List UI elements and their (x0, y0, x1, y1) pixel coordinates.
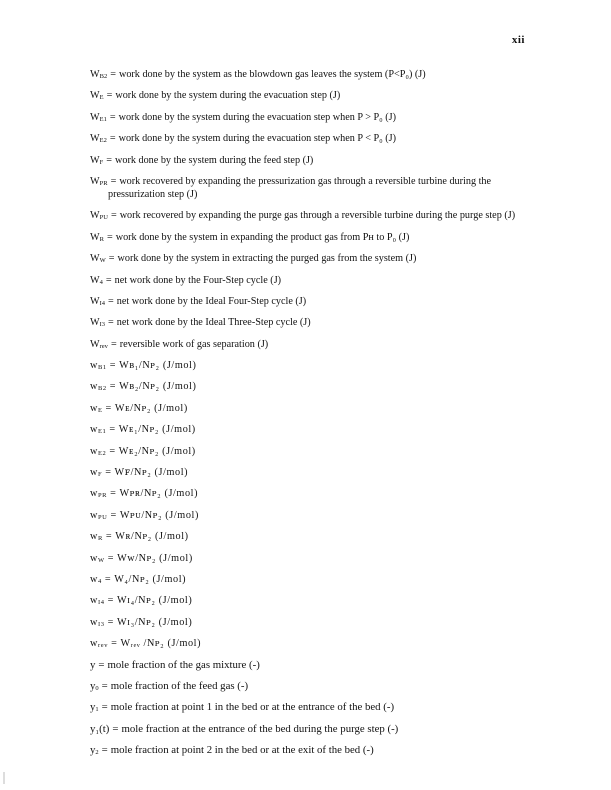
nomenclature-entry: $w_4$ = W₄/Nᴘ₂ (J/mol) (90, 573, 187, 585)
nomenclature-entry: $y_1$ = mole fraction at point 1 in the bed or at the entrance of the bed (-) (90, 701, 395, 714)
nomenclature-entry: $w_E$ = Wᴇ/Nᴘ₂ (J/mol) (90, 402, 188, 414)
nomenclature-entry: $w_{I3}$ = Wɪ₃/Nᴘ₂ (J/mol) (90, 616, 193, 628)
nomenclature-entry: $W_{rev}$ = reversible work of gas separation (J) (90, 338, 269, 350)
nomenclature-entry: $W_{I3}$ = net work done by the Ideal Three-Step cycle (J) (90, 317, 311, 329)
nomenclature-entry: y = mole fraction of the gas mixture (-) (90, 658, 260, 671)
nomenclature-entry: $W_{PU}$ = work recovered by expanding the purge gas through a reversible turbine during the purge step (J) (90, 210, 516, 222)
nomenclature-entry: $w_W$ = Wᴡ/Nᴘ₂ (J/mol) (90, 552, 193, 564)
nomenclature-entry: $W_R$ = work done by the system in expanding the product gas from Pʜ to P₀ (J) (90, 231, 410, 243)
nomenclature-entry: $W_{E2}$ = work done by the system during the evacuation step when P < P₀ (J) (90, 133, 397, 145)
nomenclature-entry: $W_W$ = work done by the system in extracting the purged gas from the system (J) (90, 253, 417, 265)
nomenclature-entry: $w_{rev}$ = Wᵣₑᵥ /Nᴘ₂ (J/mol) (90, 638, 202, 650)
nomenclature-entry: $y_2$ = mole fraction at point 2 in the bed or at the exit of the bed (-) (90, 744, 374, 757)
scan-edge-mark (3, 772, 5, 784)
nomenclature-entry: $w_{E2}$ = Wᴇ₂/Nᴘ₂ (J/mol) (90, 445, 196, 457)
nomenclature-entry: $W_E$ = work done by the system during the evacuation step (J) (90, 90, 341, 102)
nomenclature-entry: $W_{I4}$ = net work done by the Ideal Four-Step cycle (J) (90, 295, 307, 307)
nomenclature-entry: $W_{B2}$ = work done by the system as the blowdown gas leaves the system (P<P₀) (J) (90, 69, 426, 80)
nomenclature-entry: $w_{PU}$ = Wᴘᴜ/Nᴘ₂ (J/mol) (90, 509, 199, 521)
nomenclature-entry: $y_0$ = mole fraction of the feed gas (-) (90, 679, 249, 692)
nomenclature-entry: $w_{PR}$ = Wᴘʀ/Nᴘ₂ (J/mol) (90, 488, 199, 500)
nomenclature-entry: $W_F$ = work done by the system during the feed step (J) (90, 154, 314, 166)
nomenclature-entry: $w_{E1}$ = Wᴇ₁/Nᴘ₂ (J/mol) (90, 424, 196, 436)
nomenclature-entry: $W_4$ = net work done by the Four-Step cycle (J) (90, 274, 282, 286)
nomenclature-entry: y₁(t) = mole fraction at the entrance of the bed during the purge step (-) (90, 722, 399, 735)
nomenclature-entry: $W_{E1}$ = work done by the system during the evacuation step when P > P₀ (J) (90, 111, 397, 123)
nomenclature-entry: $w_{I4}$ = Wɪ₄/Nᴘ₂ (J/mol) (90, 595, 193, 607)
nomenclature-entry: $w_{B2}$ = Wʙ₂/Nᴘ₂ (J/mol) (90, 381, 197, 393)
page-number: xii (511, 34, 525, 46)
nomenclature-entry: $w_{B1}$ = Wʙ₁/Nᴘ₂ (J/mol) (90, 360, 197, 372)
nomenclature-entry: $w_R$ = Wʀ/Nᴘ₂ (J/mol) (90, 531, 189, 543)
nomenclature-entry: $w_F$ = Wꜰ/Nᴘ₂ (J/mol) (90, 467, 189, 479)
nomenclature-list (90, 68, 530, 766)
nomenclature-entry: $W_{PR}$ = work recovered by expanding the pressurization gas through a reversible turbine during the pressurization step (J) (90, 175, 492, 200)
